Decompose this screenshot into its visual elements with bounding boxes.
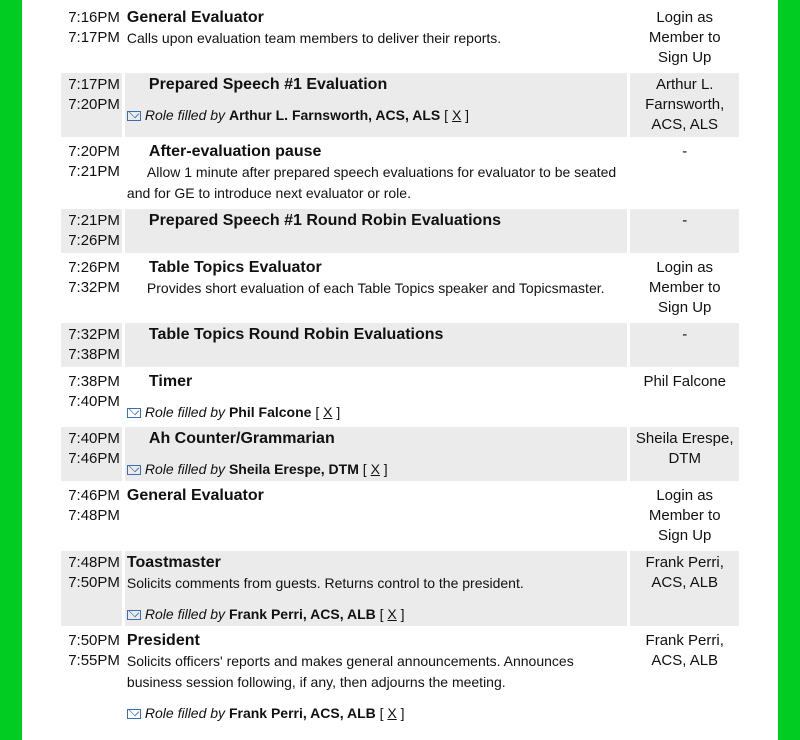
filled-by-name: Frank Perri, ACS, ALB xyxy=(228,705,376,721)
assignee-name: Frank Perri, ACS, ALB xyxy=(645,554,724,591)
assignee-cell xyxy=(630,323,739,367)
remove-bracket-open: [ xyxy=(444,107,449,123)
role-filled-line xyxy=(127,604,626,624)
start-time: 7:26PM xyxy=(68,259,120,276)
filled-by-name: Arthur L. Farnsworth, ACS, ALS xyxy=(228,107,441,123)
agenda-row xyxy=(61,140,739,206)
filled-by-name: Phil Falcone xyxy=(228,404,312,420)
start-time: 7:20PM xyxy=(68,143,120,160)
time-cell xyxy=(61,209,122,253)
agenda-row xyxy=(61,370,739,424)
time-cell xyxy=(61,551,122,626)
login-signup-link[interactable]: Login as Member to Sign Up xyxy=(648,487,721,544)
role-cell xyxy=(125,484,628,548)
role-title: Prepared Speech #1 Round Robin Evaluations xyxy=(148,212,501,229)
agenda-row xyxy=(61,484,739,548)
time-cell xyxy=(61,427,122,481)
role-filled-label: Role filled by xyxy=(144,705,226,721)
start-time: 7:50PM xyxy=(68,632,120,649)
role-filled-line xyxy=(127,459,626,479)
role-filled-line xyxy=(127,402,626,422)
remove-bracket-close: ] xyxy=(400,705,405,721)
role-filled-line xyxy=(127,703,626,723)
remove-bracket-open: [ xyxy=(362,461,367,477)
agenda-row xyxy=(61,323,739,367)
end-time: 7:17PM xyxy=(68,29,120,46)
agenda-row xyxy=(61,73,739,137)
agenda-row xyxy=(61,6,739,70)
role-filled-line xyxy=(127,105,626,125)
assignee-name: - xyxy=(682,143,688,160)
agenda-row xyxy=(61,256,739,320)
assignee-cell xyxy=(630,73,739,137)
remove-bracket-open: [ xyxy=(379,606,384,622)
role-title: Table Topics Evaluator xyxy=(148,259,322,276)
role-filled-label: Role filled by xyxy=(144,606,226,622)
end-time: 7:21PM xyxy=(68,163,120,180)
agenda-row xyxy=(61,427,739,481)
envelope-icon[interactable] xyxy=(127,111,141,121)
envelope-icon[interactable] xyxy=(127,709,141,719)
remove-bracket-close: ] xyxy=(383,461,388,477)
end-time: 7:50PM xyxy=(68,574,120,591)
role-cell xyxy=(125,6,628,70)
envelope-icon[interactable] xyxy=(127,408,141,418)
remove-bracket-open: [ xyxy=(379,705,384,721)
agenda-page xyxy=(22,0,778,740)
assignee-cell xyxy=(630,370,739,424)
start-time: 7:40PM xyxy=(68,430,120,447)
filled-by-name: Frank Perri, ACS, ALB xyxy=(228,606,376,622)
agenda-row xyxy=(61,629,739,725)
role-cell xyxy=(125,551,628,626)
role-description: Solicits comments from guests. Returns control to the president. xyxy=(126,575,524,591)
role-title: Toastmaster xyxy=(126,554,221,571)
role-title: Timer xyxy=(148,373,193,390)
role-cell xyxy=(125,73,628,137)
time-cell xyxy=(61,484,122,548)
end-time: 7:32PM xyxy=(68,279,120,296)
role-cell xyxy=(125,370,628,424)
end-time: 7:40PM xyxy=(68,393,120,410)
remove-assignment-link[interactable]: X xyxy=(451,107,462,123)
login-signup-link[interactable]: Login as Member to Sign Up xyxy=(648,259,721,316)
login-signup-link[interactable]: Login as Member to Sign Up xyxy=(648,9,721,66)
remove-assignment-link[interactable]: X xyxy=(323,404,333,420)
assignee-name: Sheila Erespe, DTM xyxy=(635,430,734,467)
assignee-name: - xyxy=(682,326,688,343)
role-cell xyxy=(125,629,628,725)
assignee-cell xyxy=(630,140,739,206)
time-cell xyxy=(61,256,122,320)
time-cell xyxy=(61,6,122,70)
end-time: 7:55PM xyxy=(68,652,120,669)
agenda-table xyxy=(58,3,742,728)
start-time: 7:32PM xyxy=(68,326,120,343)
assignee-cell xyxy=(630,256,739,320)
role-title: General Evaluator xyxy=(126,487,264,504)
remove-assignment-link[interactable]: X xyxy=(387,606,397,622)
end-time: 7:38PM xyxy=(68,346,120,363)
start-time: 7:48PM xyxy=(68,554,120,571)
end-time: 7:26PM xyxy=(68,232,120,249)
end-time: 7:20PM xyxy=(68,96,120,113)
start-time: 7:46PM xyxy=(68,487,120,504)
role-title: President xyxy=(126,632,200,649)
start-time: 7:17PM xyxy=(68,76,120,93)
assignee-name: Phil Falcone xyxy=(643,373,726,390)
role-cell xyxy=(125,140,628,206)
assignee-name: Frank Perri, ACS, ALB xyxy=(645,632,724,669)
remove-bracket-close: ] xyxy=(465,107,470,123)
remove-bracket-open: [ xyxy=(315,404,320,420)
role-title: General Evaluator xyxy=(126,9,264,26)
role-cell xyxy=(125,209,628,253)
role-cell xyxy=(125,323,628,367)
assignee-cell xyxy=(630,484,739,548)
envelope-icon[interactable] xyxy=(127,465,141,475)
role-filled-label: Role filled by xyxy=(144,404,226,420)
start-time: 7:38PM xyxy=(68,373,120,390)
role-description: Solicits officers' reports and makes general announcements. Announces business session following, if any, then adjourns the meeting. xyxy=(126,653,574,690)
role-title: Ah Counter/Grammarian xyxy=(148,430,335,447)
time-cell xyxy=(61,370,122,424)
time-cell xyxy=(61,73,122,137)
end-time: 7:46PM xyxy=(68,450,120,467)
remove-bracket-close: ] xyxy=(336,404,341,420)
time-cell xyxy=(61,140,122,206)
role-title: Table Topics Round Robin Evaluations xyxy=(148,326,444,343)
start-time: 7:21PM xyxy=(68,212,120,229)
role-description: Allow 1 minute after prepared speech evaluations for evaluator to be seated and for GE to introduce next evaluator or role. xyxy=(126,164,617,201)
remove-assignment-link[interactable]: X xyxy=(370,461,380,477)
end-time: 7:48PM xyxy=(68,507,120,524)
assignee-cell xyxy=(630,427,739,481)
role-cell xyxy=(125,256,628,320)
assignee-cell xyxy=(630,209,739,253)
role-title: Prepared Speech #1 Evaluation xyxy=(148,76,388,93)
filled-by-name: Sheila Erespe, DTM xyxy=(228,461,359,477)
remove-bracket-close: ] xyxy=(400,606,405,622)
assignee-name: Arthur L. Farnsworth, ACS, ALS xyxy=(645,76,725,133)
envelope-icon[interactable] xyxy=(127,610,141,620)
agenda-row xyxy=(61,209,739,253)
role-description: Provides short evaluation of each Table Topics speaker and Topicsmaster. xyxy=(146,280,605,296)
assignee-cell xyxy=(630,629,739,725)
assignee-cell xyxy=(630,6,739,70)
assignee-name: - xyxy=(682,212,688,229)
role-filled-label: Role filled by xyxy=(144,107,226,123)
time-cell xyxy=(61,323,122,367)
role-description: Calls upon evaluation team members to deliver their reports. xyxy=(126,30,502,46)
role-filled-label: Role filled by xyxy=(144,461,226,477)
agenda-row xyxy=(61,551,739,626)
start-time: 7:16PM xyxy=(68,9,120,26)
remove-assignment-link[interactable]: X xyxy=(387,705,397,721)
role-cell xyxy=(125,427,628,481)
time-cell xyxy=(61,629,122,725)
role-title: After-evaluation pause xyxy=(148,143,322,160)
assignee-cell xyxy=(630,551,739,626)
